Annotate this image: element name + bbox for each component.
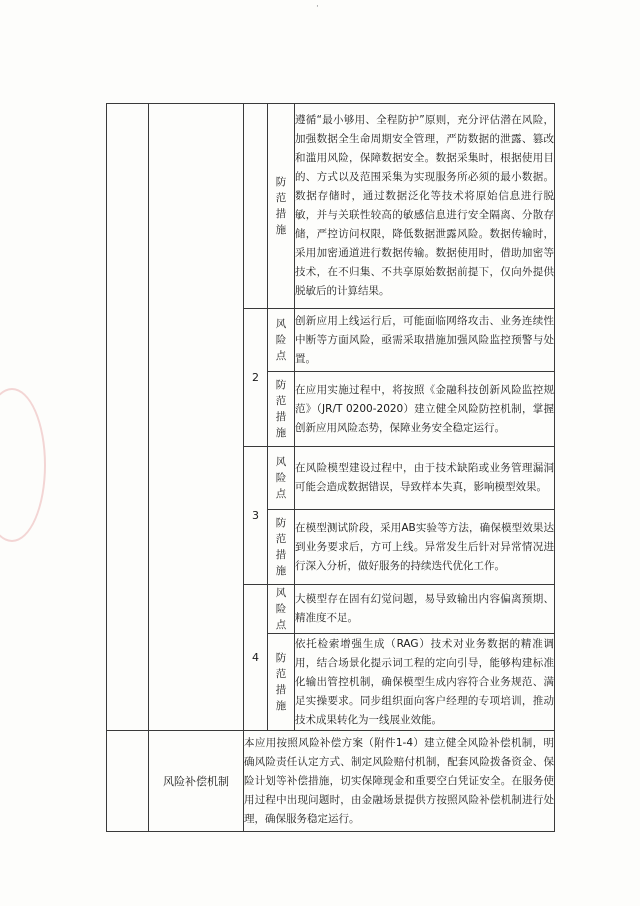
risk-text: 创新应用上线运行后，可能面临网络攻击、业务连续性中断等方面风险，亟需采取措施加强风险监控预警与处置。	[295, 309, 555, 372]
category-cell	[107, 104, 149, 731]
risk-tag: 风险点	[268, 309, 295, 372]
red-seal-stamp	[0, 388, 46, 542]
item-index-cell	[244, 104, 268, 309]
risk-table	[106, 103, 555, 832]
measure-tag: 防范措施	[268, 634, 295, 731]
category-cell	[107, 731, 149, 832]
top-mark: ·	[316, 2, 319, 12]
compensation-label: 风险补偿机制	[149, 731, 244, 832]
risk-tag: 风险点	[268, 447, 295, 510]
risk-text: 大模型存在固有幻觉问题，易导致输出内容偏离预期、精准度不足。	[295, 585, 555, 634]
measure-text: 遵循“最小够用、全程防护”原则，充分评估潜在风险，加强数据全生命周期安全管理，严防数据的泄露、篡改和滥用风险，保障数据安全。数据采集时，根据使用目的、方式以及范围采集为实现服务所必须的最小数据。数据存储时，通过数据泛化等技术将原始信息进行脱敏，并与关联性较高的敏感信息进行安全隔离、分散存储，严控访问权限，降低数据泄露风险。数据传输时，采用加密通道进行数据传输。数据使用时，借助加密等技术，在不归集、不共享原始数据前提下，仅向外提供脱敏后的计算结果。	[295, 104, 555, 309]
measure-tag: 防范措施	[268, 104, 295, 309]
compensation-text: 本应用按照风险补偿方案（附件1-4）建立健全风险补偿机制，明确风险责任认定方式、制定风险赔付机制，配套风险拨备资金、保险计划等补偿措施，切实保障现金和重要空白凭证安全。在服务使用过程中出现问题时，由金融场景提供方按照风险补偿机制进行处理，确保服务稳定运行。	[244, 731, 555, 832]
measure-tag: 防范措施	[268, 510, 295, 585]
item-index: 3	[244, 447, 268, 585]
subcategory-cell	[149, 104, 244, 731]
risk-tag: 风险点	[268, 585, 295, 634]
measure-text: 依托检索增强生成（RAG）技术对业务数据的精准调用，结合场景化提示词工程的定向引导，能够构建标准化输出管控机制，确保模型生成内容符合业务规范、满足实操要求。同步组织面向客户经理的专项培训，推动技术成果转化为一线展业效能。	[295, 634, 555, 731]
measure-text: 在应用实施过程中，将按照《金融科技创新风险监控规范》（JR/T 0200-2020）建立健全风险防控机制，掌握创新应用风险态势，保障业务安全稳定运行。	[295, 372, 555, 447]
item-index: 2	[244, 309, 268, 447]
measure-tag: 防范措施	[268, 372, 295, 447]
table-row	[107, 104, 555, 309]
risk-text: 在风险模型建设过程中，由于技术缺陷或业务管理漏洞可能会造成数据错误，导致样本失真，影响模型效果。	[295, 447, 555, 510]
table-row	[107, 731, 555, 832]
measure-text: 在模型测试阶段，采用AB实验等方法，确保模型效果达到业务要求后，方可上线。异常发生后针对异常情况进行深入分析，做好服务的持续迭代优化工作。	[295, 510, 555, 585]
item-index: 4	[244, 585, 268, 731]
